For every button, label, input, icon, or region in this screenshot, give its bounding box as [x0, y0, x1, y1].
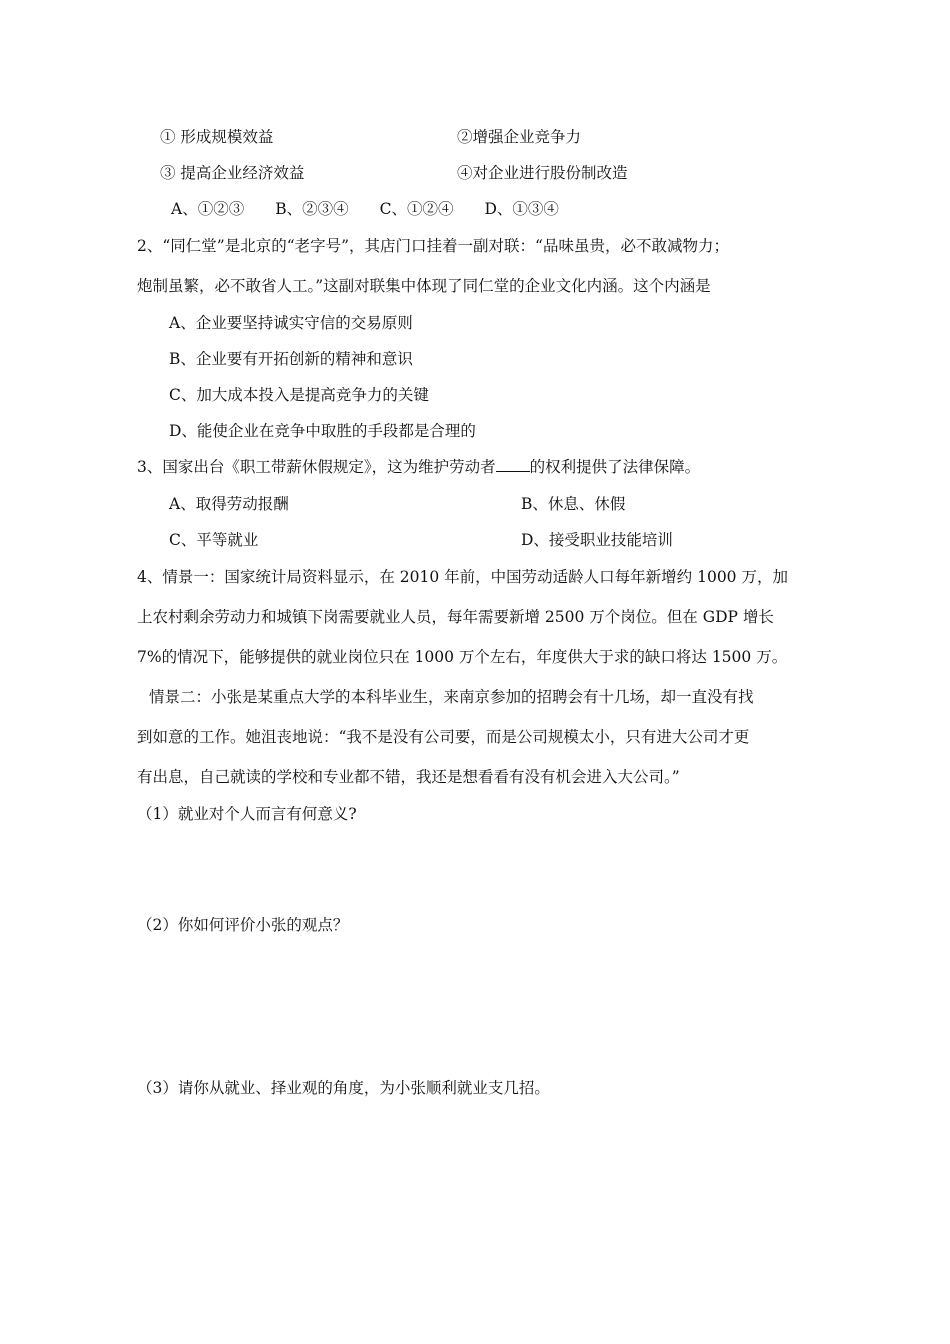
q1-option-1: ① 形成规模效益 [160, 128, 274, 146]
q4-scenario-1-line-3: 7%的情况下，能够提供的就业岗位只在 1000 万个左右，年度供大于求的缺口将达 1500 万。 [137, 648, 788, 666]
q3-fill-blank [496, 457, 530, 472]
q2-stem-line-2: 炮制虽繁，必不敢省人工。”这副对联集中体现了同仁堂的企业文化内涵。这个内涵是 [137, 277, 711, 295]
q1-option-4: ④对企业进行股份制改造 [457, 164, 628, 182]
q4-scenario-2-line-2: 到如意的工作。她沮丧地说：“我不是没有公司要，而是公司规模太小，只有进大公司才更 [137, 728, 750, 746]
q3-choice-c: C、平等就业 [169, 531, 259, 549]
q1-answer-choices: A、①②③ B、②③④ C、①②④ D、①③④ [171, 200, 559, 218]
q4-scenario-1-line-1: 4、情景一：国家统计局资料显示，在 2010 年前，中国劳动适龄人口每年新增约 1000 万，加 [137, 568, 788, 586]
q4-scenario-2-line-3: 有出息，自己就读的学校和专业都不错，我还是想看看有没有机会进入大公司。” [137, 768, 680, 786]
q3-choice-b: B、休息、休假 [521, 495, 626, 513]
q3-choice-a: A、取得劳动报酬 [169, 495, 289, 513]
q2-choice-b: B、企业要有开拓创新的精神和意识 [169, 350, 413, 368]
q2-choice-d: D、能使企业在竞争中取胜的手段都是合理的 [169, 422, 476, 440]
q2-choice-a: A、企业要坚持诚实守信的交易原则 [169, 314, 413, 332]
q4-subquestion-3: （3）请你从就业、择业观的角度，为小张顺利就业支几招。 [137, 1079, 550, 1097]
q4-scenario-2-line-1: 情景二：小张是某重点大学的本科毕业生，来南京参加的招聘会有十几场，却一直没有找 [149, 688, 754, 706]
q4-subquestion-1: （1）就业对个人而言有何意义? [137, 805, 357, 823]
q4-scenario-1-line-2: 上农村剩余劳动力和城镇下岗需要就业人员，每年需要新增 2500 万个岗位。但在 GDP 增长 [137, 608, 774, 626]
q3-stem-before: 3、国家出台《职工带薪休假规定》，这为维护劳动者 [137, 458, 496, 476]
q3-choice-d: D、接受职业技能培训 [521, 531, 673, 549]
q4-subquestion-2: （2）你如何评价小张的观点？ [137, 916, 349, 934]
q2-stem-line-1: 2、“同仁堂”是北京的“老字号”，其店门口挂着一副对联：“品味虽贵，必不敢减物力； [137, 237, 729, 255]
q2-choice-c: C、加大成本投入是提高竞争力的关键 [169, 386, 429, 404]
q1-option-2: ②增强企业竞争力 [457, 128, 582, 146]
q3-stem [137, 457, 700, 477]
q1-option-3: ③ 提高企业经济效益 [160, 164, 305, 182]
q3-stem-after: 的权利提供了法律保障。 [529, 458, 701, 476]
